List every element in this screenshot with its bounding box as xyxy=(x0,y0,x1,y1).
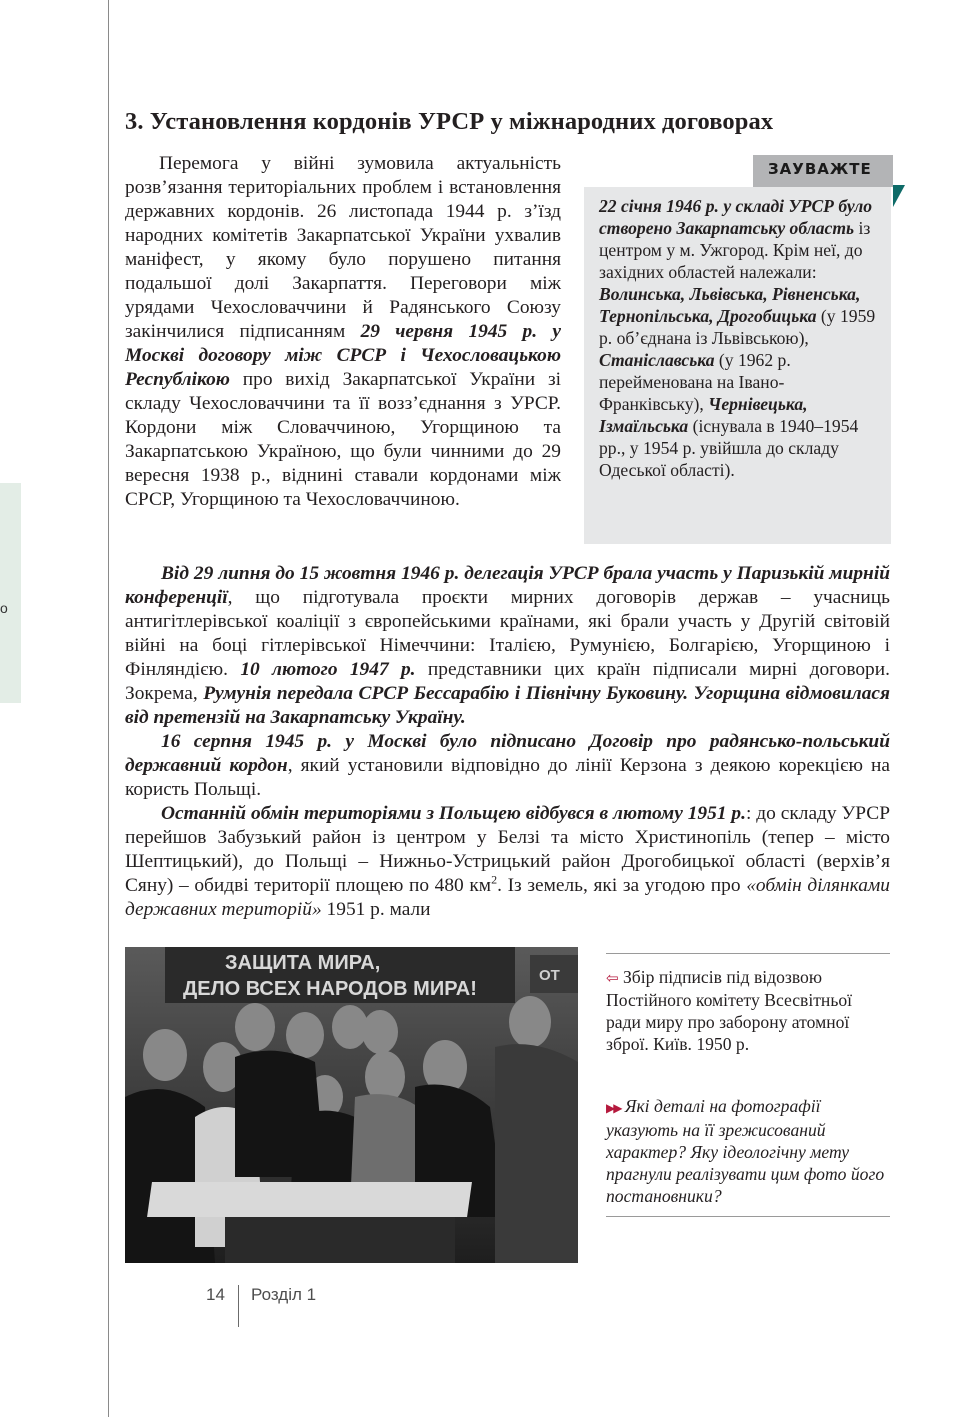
caption-bottom-rule xyxy=(606,1216,890,1217)
section-title: 3. Установлення кордонів УРСР у міжнародних договорах xyxy=(125,108,774,135)
paragraph-1-text-2: про вихід Закарпатської України зі складу Чехословаччини та її возз’єднання з УРСР. Кордони між Словаччиною, Угорщиною та Закарпатською Україною, що були чинними до 29 вересня 1938 р., віднині ставали кордонами між СРСР, Угорщиною та Чехословаччиною. xyxy=(125,369,561,510)
paragraph-3-bold-1: 16 серпня 1945 р. у Москві було підписано Договір про радянсько-польський державний кордон xyxy=(125,731,890,776)
note-label: ЗАУВАЖТЕ xyxy=(768,160,872,178)
paragraph-4-bold-1: Останній обмін територіями з Польщею відбувся в лютому 1951 р. xyxy=(161,803,746,824)
paragraph-2 xyxy=(125,562,890,730)
paragraph-4-superscript: 2 xyxy=(491,872,498,887)
note-bold-1: 22 січня 1946 р. у складі УРСР було створено Закарпатську область xyxy=(599,196,873,238)
footer-separator xyxy=(238,1285,239,1327)
question-text: Які деталі на фотографії указують на її зрежисований характер? Яку ідеологічну мету прагнули реалізувати цим фото його постановники? xyxy=(606,1096,885,1206)
note-text-3: (у 1962 р. перейменована на Івано-Франківську), xyxy=(599,350,791,414)
paragraph-4 xyxy=(125,802,890,922)
note-text-2: (у 1959 р. об’єднана із Львівською), xyxy=(599,306,876,348)
photo-banner-right: ОТ xyxy=(539,967,560,984)
note-bold-2: Волинська, Львівська, Рівненська, Тернопільська, Дрогобицька xyxy=(599,284,861,326)
paragraph-1-bold-1: 29 червня 1945 р. у Москві договору між СРСР і Чехословацькою Республікою xyxy=(125,321,562,390)
paragraph-1 xyxy=(125,152,561,512)
caption-arrow-icon: ⇦ xyxy=(606,969,619,987)
footer-section-label: Розділ 1 xyxy=(251,1285,317,1304)
photo-caption xyxy=(606,966,886,1055)
photo-banner-line-1: ЗАЩИТА МИРА, xyxy=(225,952,381,974)
historical-photo xyxy=(125,947,578,1263)
side-tab-glyph: о xyxy=(0,600,8,616)
page-number: 14 xyxy=(206,1285,225,1304)
question-arrow-icon: ▶▶ xyxy=(606,1101,621,1115)
paragraph-4-italic-1: «обмін ділянками державних територій» xyxy=(125,875,890,920)
paragraph-4-text-3: 1951 р. мали xyxy=(321,899,431,920)
note-flag-icon xyxy=(893,185,905,207)
photo-table-document xyxy=(147,1182,472,1217)
note-text-4: (існувала в 1940–1954 рр., у 1954 р. увійшла до складу Одеської області). xyxy=(599,416,859,480)
paragraph-1-text-1: Перемога у війні зумовила актуальність розв’язання територіальних проблем і встановлення державних кордонів. 26 листопада 1944 р. з’їзд народних комітетів Закарпатської України ухвалив маніфест, у якому було порушено питання подальшої долі Закарпаття. Переговори між урядами Чехословаччини й Радянського Союзу закінчилися підписанням xyxy=(125,153,561,342)
caption-text: Збір підписів під відозвою Постійного комітету Всесвітньої ради миру про заборону атомної зброї. Київ. 1950 р. xyxy=(606,967,853,1054)
paragraph-2-text-2: представники цих країн підписали мирні договори. Зокрема, xyxy=(125,659,890,704)
note-text-1: із центром у м. Ужгород. Крім неї, до західних областей належали: xyxy=(599,218,871,282)
paragraph-2-bold-2: 10 лютого 1947 р. xyxy=(240,659,416,680)
note-bold-4: Чернівецька, Ізмаїльська xyxy=(599,394,808,436)
paragraph-2-bold-3: Румунія передала СРСР Бессарабію і Північну Буковину. Угорщина відмовилася від претензій на Закарпатську Україну. xyxy=(125,683,890,728)
note-bold-3: Станіславська xyxy=(599,350,715,370)
paragraph-4-text-2: . Із земель, які за угодою про xyxy=(497,875,747,896)
paragraph-3 xyxy=(125,730,890,802)
paragraph-2-text-1: , що підготувала проєкти мирних договорів держав – учасниць антигітлерівської коаліції з європейськими країнами, які брали участь у Другій світовій війні на боці гітлерівської Німеччини: Італією, Румунією, Болгарією, Угорщиною і Фінляндією. xyxy=(125,587,890,680)
paragraph-2-bold-1: Від 29 липня до 15 жовтня 1946 р. делегація УРСР брала участь у Паризькій мирній конференції xyxy=(125,563,890,608)
paragraph-3-text-1: , який установили відповідно до лінії Керзона з деякою корекцією на користь Польщі. xyxy=(125,755,890,800)
caption-top-rule xyxy=(606,953,890,954)
photo-banner-line-2: ДЕЛО ВСЕХ НАРОДОВ МИРА! xyxy=(183,978,477,1000)
page-margin-line xyxy=(108,0,109,1417)
note-text xyxy=(599,195,884,481)
photo-question xyxy=(606,1095,886,1207)
side-chapter-tab xyxy=(0,483,21,703)
paragraph-4-text-1: : до складу УРСР перейшов Забузький район із центром у Белзі та місто Христинопіль (тепер – місто Шептицький), до Польщі – Нижньо-Устрицький район Дрогобицької області (верхів’я Сяну) – обидві території площею по 480 км xyxy=(125,803,890,896)
